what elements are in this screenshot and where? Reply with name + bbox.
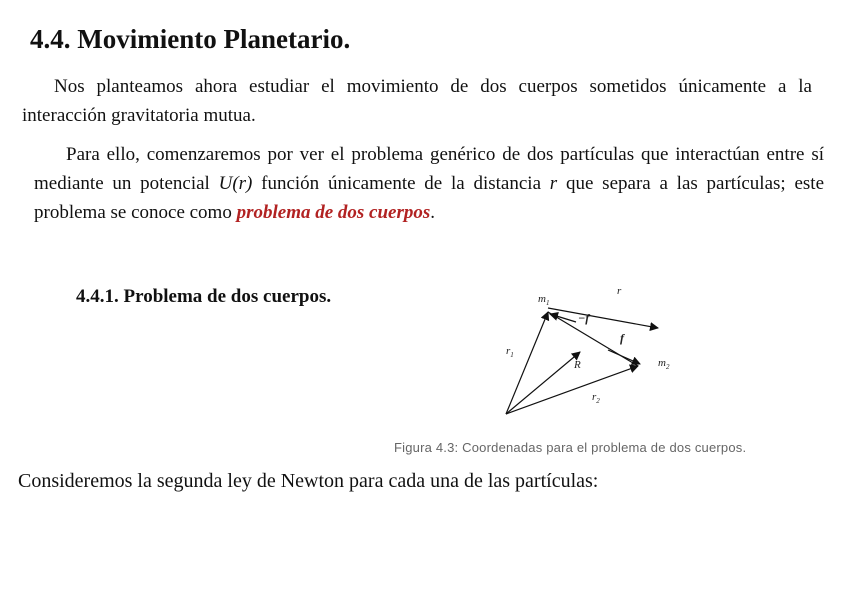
figure-caption: Figura 4.3: Coordenadas para el problema de dos cuerpos.	[394, 440, 747, 455]
r2-vector	[506, 366, 638, 414]
r1-label: $r_1$	[506, 345, 514, 359]
r1-vector	[506, 312, 548, 414]
potential-symbol: U(r)	[218, 173, 253, 194]
r-label: r	[617, 285, 622, 297]
r2-label: $r_2$	[592, 391, 600, 405]
highlighted-term: problema de dos cuerpos	[236, 202, 431, 223]
m1-label: $m_1$	[538, 293, 550, 307]
intro-paragraph	[22, 72, 812, 130]
distance-symbol: r	[549, 173, 558, 194]
two-body-figure	[488, 270, 688, 425]
newton-paragraph: Consideremos la segunda ley de Newton para cada una de las partículas:	[18, 470, 599, 492]
subsection-title: 4.4.1. Problema de dos cuerpos.	[76, 286, 332, 307]
vector-diagram	[488, 270, 688, 420]
intro-text: Nos planteamos ahora estudiar el movimiento de dos cuerpos sometidos únicamente a la interacción gravitatoria mutua.	[22, 76, 812, 126]
two-body-paragraph	[34, 140, 824, 227]
f-label: f	[620, 331, 624, 345]
para2-text-c: que separa a las partículas; este problema se conoce como	[34, 173, 824, 223]
para2-text-d: .	[430, 202, 436, 223]
m1-m2-line	[548, 312, 638, 366]
R-label: R	[574, 359, 581, 371]
para2-text-a: Para ello, comenzaremos por ver el problema genérico de dos partículas que interactúan entre sí mediante un potencial	[34, 144, 824, 194]
R-vector	[506, 352, 580, 414]
para2-text-b: función únicamente de la distancia	[252, 173, 550, 194]
m2-label: $m_2$	[658, 357, 670, 371]
section-title: 4.4. Movimiento Planetario.	[30, 24, 351, 54]
minus-f-label: −f	[578, 311, 590, 325]
